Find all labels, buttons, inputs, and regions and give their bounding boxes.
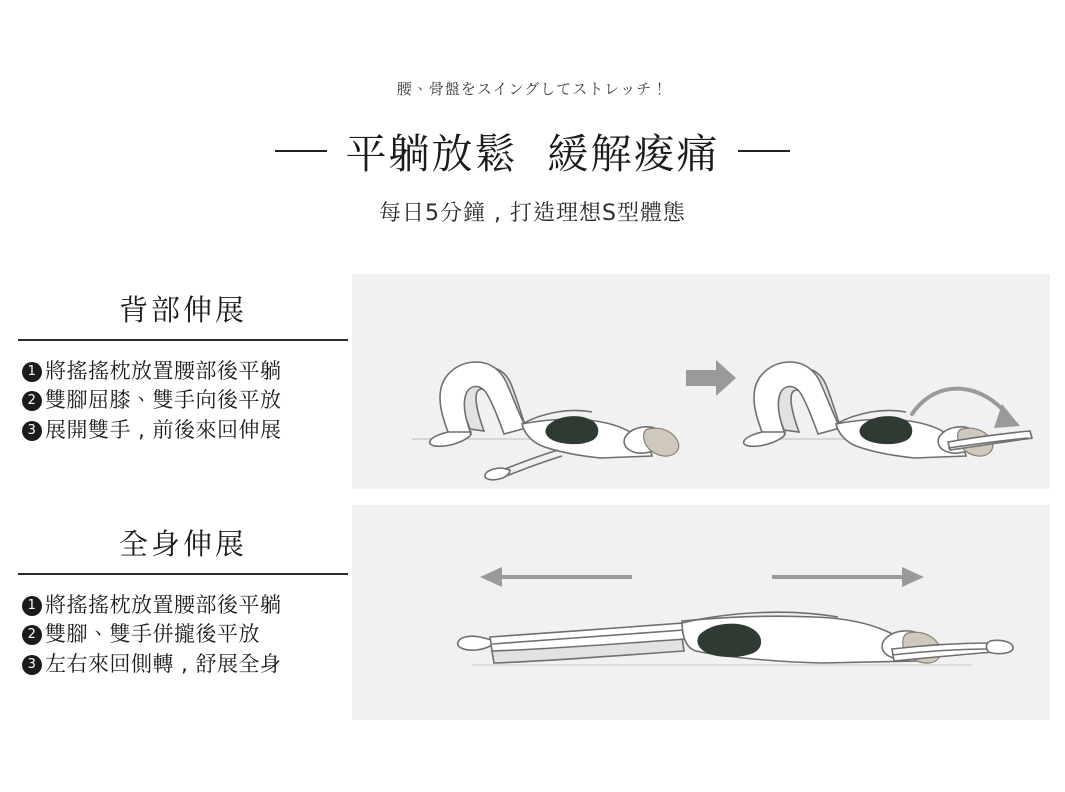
step-list	[18, 357, 348, 446]
step-text: 雙腳屈膝、雙手向後平放	[45, 388, 282, 413]
step-text: 將搖搖枕放置腰部後平躺	[45, 592, 282, 617]
step-number: 2	[22, 391, 42, 411]
step-text: 將搖搖枕放置腰部後平躺	[45, 358, 282, 383]
figure-lying-leg-extended	[744, 362, 1032, 458]
step-number: 3	[22, 655, 42, 675]
illustration-panel-back-stretch	[352, 274, 1050, 489]
step-text: 展開雙手 , 前後來回伸展	[45, 418, 282, 443]
title-rule-right	[738, 150, 790, 152]
motion-arrow-curved-icon	[912, 389, 1020, 428]
list-item	[22, 416, 348, 446]
figure-lying-knees-bent	[412, 362, 679, 480]
step-number: 2	[22, 625, 42, 645]
step-text: 左右來回側轉 , 舒展全身	[45, 652, 282, 677]
section-divider	[18, 573, 348, 575]
header	[0, 78, 1065, 227]
section-full-body-stretch	[18, 522, 348, 680]
section-back-stretch	[18, 288, 348, 446]
japanese-tagline: 腰、骨盤をスイングしてストレッチ！	[396, 80, 669, 98]
list-item	[22, 357, 348, 387]
title-row	[0, 121, 1065, 180]
step-text: 雙腳、雙手併攏後平放	[45, 622, 260, 647]
section-divider	[18, 339, 348, 341]
motion-arrow-left-icon	[480, 567, 632, 587]
step-number: 1	[22, 362, 42, 382]
list-item	[22, 620, 348, 650]
section-heading: 背部伸展	[118, 293, 247, 327]
step-number: 1	[22, 596, 42, 616]
title-rule-left	[275, 150, 327, 152]
page-subtitle: 每日5分鐘 , 打造理想S型體態	[379, 201, 686, 226]
section-heading: 全身伸展	[118, 527, 247, 561]
page-title: 平躺放鬆 緩解痠痛	[345, 130, 720, 178]
list-item	[22, 386, 348, 416]
motion-arrow-right-icon	[772, 567, 924, 587]
list-item	[22, 591, 348, 621]
illustration-panel-full-body-stretch	[352, 505, 1050, 720]
step-list	[18, 591, 348, 680]
list-item	[22, 650, 348, 680]
figure-lying-flat	[458, 612, 1013, 665]
step-number: 3	[22, 421, 42, 441]
transition-arrow-icon	[686, 360, 736, 396]
